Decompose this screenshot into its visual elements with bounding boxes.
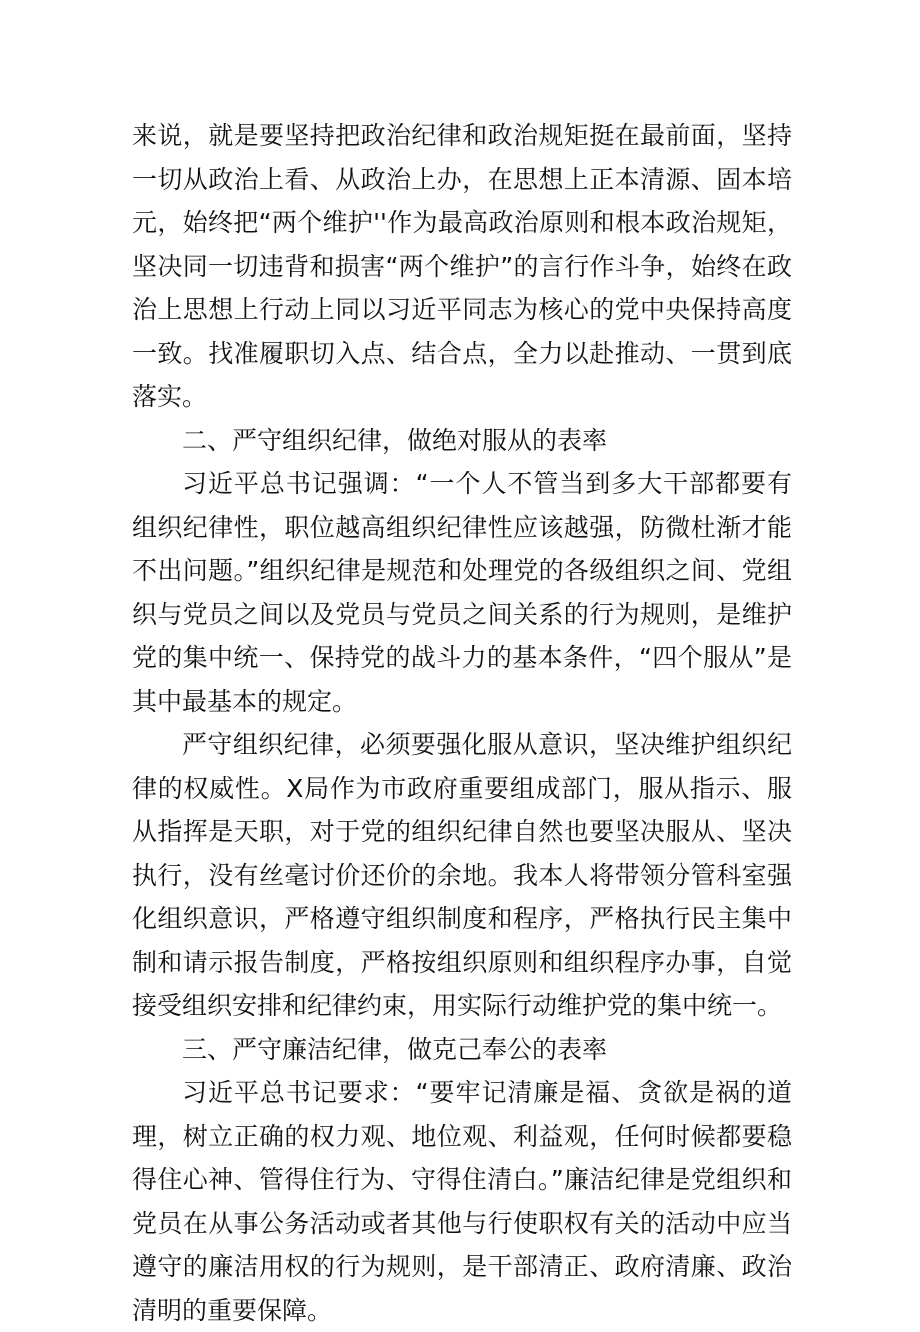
document-body <box>132 114 792 1332</box>
paragraph-organization-quote: 习近平总书记强调：“一个人不管当到多大干部都要有组织纪律性，职位越高组织纪律性应该越强，防微杜渐才能不出问题。”组织纪律是规范和处理党的各级组织之间、党组织与党员之间以及党员与党员之间关系的行为规则，是维护党的集中统一、保持党的战斗力的基本条件，“四个服从”是其中最基本的规定。 <box>132 469 792 716</box>
paragraph-organization-commitment: 严守组织纪律，必须要强化服从意识，坚决维护组织纪律的权威性。X局作为市政府重要组成部门，服从指示、服从指挥是天职，对于党的组织纪律自然也要坚决服从、坚决执行，没有丝毫讨价还价的余地。我本人将带领分管科室强化组织意识，严格遵守组织制度和程序，严格执行民主集中制和请示报告制度，严格按组织原则和组织程序办事，自觉接受组织安排和纪律约束，用实际行动维护党的集中统一。 <box>132 730 792 1020</box>
paragraph-continuation: 来说，就是要坚持把政治纪律和政治规矩挺在最前面，坚持一切从政治上看、从政治上办，在思想上正本清源、固本培元，始终把“两个维护''作为最高政治原则和根本政治规矩，坚决同一切违背和损害“两个维护”的言行作斗争，始终在政治上思想上行动上同以习近平同志为核心的党中央保持高度一致。找准履职切入点、结合点，全力以赴推动、一贯到底落实。 <box>132 121 792 411</box>
paragraph-integrity-quote: 习近平总书记要求：“要牢记清廉是福、贪欲是祸的道理，树立正确的权力观、地位观、利益观，任何时候都要稳得住心神、管得住行为、守得住清白。”廉洁纪律是党组织和党员在从事公务活动或者其他与行使职权有关的活动中应当遵守的廉洁用权的行为规则，是干部清正、政府清廉、政治清明的重要保障。 <box>132 1078 792 1325</box>
section-heading-2: 二、严守组织纪律，做绝对服从的表率 <box>182 425 608 455</box>
section-heading-3: 三、严守廉洁纪律，做克己奉公的表率 <box>182 1034 608 1064</box>
